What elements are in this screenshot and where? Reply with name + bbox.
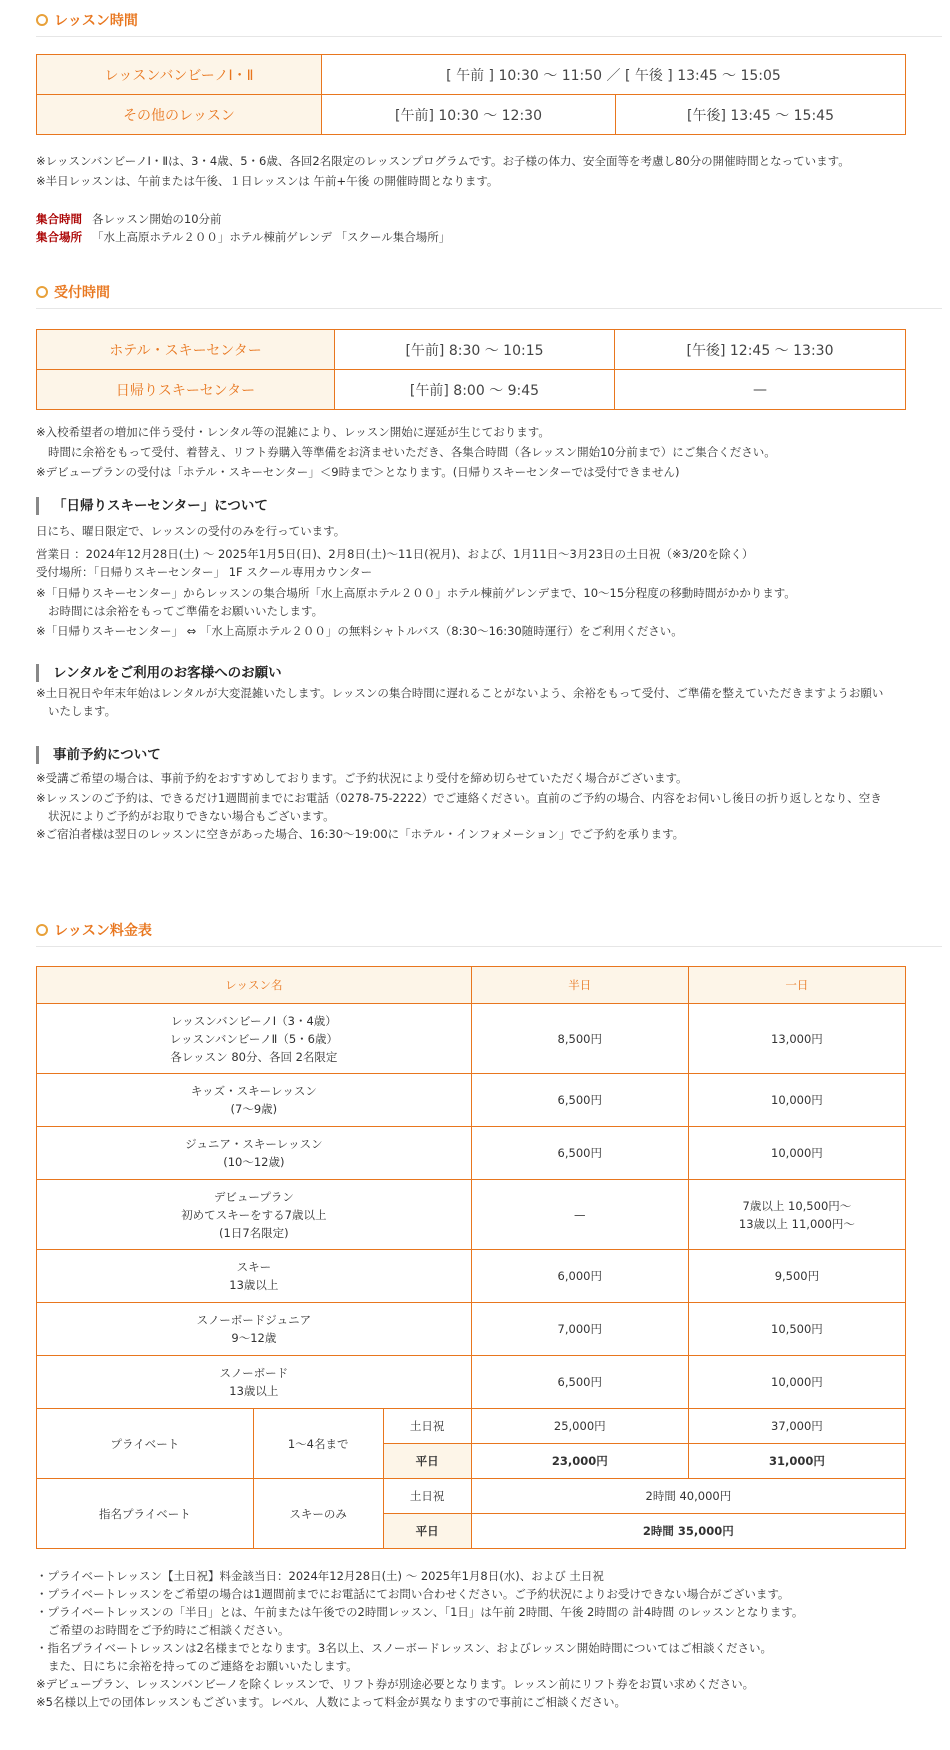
- note-line: ※半日レッスンは、午前または午後、１日レッスンは 午前+午後 の開催時間となります。: [36, 174, 499, 188]
- day-price: 10,000円: [688, 1074, 905, 1127]
- name-line: (1日7名限定): [219, 1225, 289, 1240]
- private-people: 1〜4名まで: [253, 1409, 383, 1479]
- gather-place-value: 「水上高原ホテル２００」ホテル棟前ゲレンデ 「スクール集合場所」: [92, 230, 451, 244]
- pm-time: [午後] 13:45 〜 15:45: [616, 95, 906, 135]
- note-line: ※受講ご希望の場合は、事前予約をおすすめしております。ご予約状況により受付を締め切らせていただく場合がございます。: [36, 771, 688, 785]
- note-line: ※5名様以上での団体レッスンもございます。レベル、人数によって料金が異なりますので事前にご相談ください。: [36, 1695, 626, 1709]
- named-price: 2時間 35,000円: [471, 1514, 905, 1549]
- name-line: スノーボード: [219, 1366, 289, 1380]
- day-price: 31,000円: [688, 1444, 905, 1479]
- reservation-section: [36, 746, 942, 844]
- reception-table: [36, 329, 906, 410]
- section-title: レッスン料金表: [54, 923, 152, 939]
- day-type: 平日: [383, 1514, 471, 1549]
- gather-place-label: 集合場所: [36, 230, 82, 244]
- table-row: [37, 1409, 906, 1444]
- day-type: 土日祝: [383, 1409, 471, 1444]
- am-time: [午前] 10:30 〜 12:30: [322, 95, 616, 135]
- day-type: 土日祝: [383, 1479, 471, 1514]
- row-value: [ 午前 ] 10:30 〜 11:50 ／ [ 午後 ] 13:45 〜 15:05: [322, 55, 906, 95]
- name-line: レッスンバンビーノⅠ（3・4歳）: [170, 1013, 337, 1028]
- pm-time: —: [615, 370, 906, 410]
- note-line: ・指名プライベートレッスンは2名様までとなります。3名以上、スノーボードレッスン、およびレッスン開始時間についてはご相談ください。: [36, 1641, 773, 1655]
- name-line: 各レッスン 80分、各回 2名限定: [170, 1049, 338, 1064]
- note-line: ※レッスンバンビーノⅠ・Ⅱは、3・4歳、5・6歳、各回2名限定のレッスンプログラムです。お子様の体力、安全面等を考慮し80分の開催時間となっています。: [36, 154, 850, 168]
- half-price: 6,500円: [471, 1127, 688, 1180]
- name-line: キッズ・スキーレッスン: [190, 1084, 317, 1098]
- gather-place: [36, 229, 942, 245]
- table-row: [37, 1074, 906, 1127]
- name-line: (10〜12歳): [223, 1155, 285, 1169]
- lesson-name: [37, 1180, 472, 1250]
- note-line: ・プライベートレッスン【土日祝】料金該当日：2024年12月28日(土) 〜 2025年1月8日(水)、および 土日祝: [36, 1569, 604, 1583]
- day-price: 7歳以上 10,500円〜 13歳以上 11,000円〜: [688, 1180, 905, 1250]
- reception-notes: [36, 422, 942, 482]
- private-name: プライベート: [37, 1409, 254, 1479]
- name-line: 初めてスキーをする7歳以上: [181, 1207, 327, 1222]
- reservation-notes: [36, 768, 942, 844]
- named-price: 2時間 40,000円: [471, 1479, 905, 1514]
- fee-table: [36, 966, 906, 1549]
- lesson-name: [37, 1303, 472, 1356]
- rental-section: [36, 664, 942, 720]
- note-line: ※「日帰りスキーセンター」 ⇔ 「水上高原ホテル２００」の無料シャトルバス（8:30〜16:30随時運行）をご利用ください。: [36, 624, 683, 638]
- lesson-name: [37, 1356, 472, 1409]
- name-line: 9〜12歳: [231, 1331, 277, 1345]
- gather-time-value: 各レッスン開始の10分前: [92, 212, 222, 226]
- lesson-name: [37, 1004, 472, 1074]
- daytrip-notes: [36, 521, 942, 641]
- am-time: [午前] 8:00 〜 9:45: [335, 370, 615, 410]
- rental-notes: [36, 684, 942, 720]
- note-line: ※デビュープラン、レッスンバンビーノを除くレッスンで、リフト券が別途必要となります。レッスン前にリフト券をお買い求めください。: [36, 1677, 755, 1691]
- note-line: ※デビュープランの受付は「ホテル・スキーセンター」＜9時まで＞となります。(日帰りスキーセンターでは受付できません): [36, 465, 680, 479]
- gather-time-label: 集合時間: [36, 212, 82, 226]
- name-line: スキー: [236, 1260, 272, 1274]
- named-private-people: スキーのみ: [253, 1479, 383, 1549]
- lesson-name: [37, 1250, 472, 1303]
- circle-bullet-icon: [36, 924, 48, 936]
- note-line: 営業日 ：2024年12月28日(土) 〜 2025年1月5日(日)、2月8日(土)〜11日(祝月)、および、1月11日〜3月23日の土日祝（※3/20を除く）: [36, 547, 754, 561]
- table-row: [37, 1250, 906, 1303]
- lesson-notes: [36, 151, 942, 245]
- reception-section: [36, 282, 942, 482]
- name-line: 13歳以上: [229, 1384, 279, 1398]
- lesson-time-table: [36, 54, 906, 135]
- header-half: 半日: [471, 967, 688, 1004]
- circle-bullet-icon: [36, 14, 48, 26]
- lesson-name: [37, 1074, 472, 1127]
- section-title: レッスン時間: [54, 13, 138, 29]
- day-price: 10,000円: [688, 1356, 905, 1409]
- table-row: [37, 1356, 906, 1409]
- section-heading: [36, 282, 942, 309]
- name-line: (7〜9歳): [230, 1102, 278, 1116]
- lesson-name: [37, 1127, 472, 1180]
- day-type: 平日: [383, 1444, 471, 1479]
- table-row: [37, 1127, 906, 1180]
- day-price: 13,000円: [688, 1004, 905, 1074]
- row-label: レッスンバンビーノⅠ・Ⅱ: [37, 55, 322, 95]
- day-price: 10,500円: [688, 1303, 905, 1356]
- fee-section: [36, 920, 942, 1711]
- section-title: 受付時間: [54, 285, 110, 301]
- lesson-time-section: [36, 10, 942, 245]
- pm-time: [午後] 12:45 〜 13:30: [615, 330, 906, 370]
- half-price: 25,000円: [471, 1409, 688, 1444]
- note-line: ※レッスンのご予約は、できるだけ1週間前までにお電話（0278-75-2222）でご連絡ください。直前のご予約の場合、内容をお伺いし後日の折り返しとなり、空き: [36, 791, 882, 805]
- table-row: [37, 1303, 906, 1356]
- name-line: デビュープラン: [213, 1189, 294, 1204]
- note-line: ※ご宿泊者様は翌日のレッスンに空きがあった場合、16:30〜19:00に「ホテル・インフォメーション」でご予約を承ります。: [36, 827, 685, 841]
- note-line: ※「日帰りスキーセンター」からレッスンの集合場所「水上高原ホテル２００」ホテル棟前ゲレンデまで、10〜15分程度の移動時間がかかります。: [36, 586, 796, 600]
- note-line: ご希望のお時間をご予約時にご相談ください。: [48, 1623, 290, 1637]
- half-price: —: [471, 1180, 688, 1250]
- note-line: ・プライベートレッスンをご希望の場合は1週間前までにお電話にてお問い合わせください。ご予約状況によりお受けできない場合がございます。: [36, 1587, 790, 1601]
- table-row: [37, 1004, 906, 1074]
- half-price: 7,000円: [471, 1303, 688, 1356]
- half-price: 6,000円: [471, 1250, 688, 1303]
- daytrip-section: [36, 497, 942, 641]
- named-private-name: 指名プライベート: [37, 1479, 254, 1549]
- note-line: また、日にちに余裕を持ってのご連絡をお願いいたします。: [48, 1659, 358, 1673]
- day-price: 10,000円: [688, 1127, 905, 1180]
- circle-bullet-icon: [36, 286, 48, 298]
- note-line: いたします。: [48, 704, 117, 718]
- table-row: [37, 1479, 906, 1514]
- subsection-title: レンタルをご利用のお客様へのお願い: [36, 664, 942, 682]
- section-heading: [36, 10, 942, 37]
- half-price: 6,500円: [471, 1356, 688, 1409]
- header-name: レッスン名: [37, 967, 472, 1004]
- name-line: 13歳以上: [229, 1278, 279, 1292]
- name-line: ジュニア・スキーレッスン: [185, 1137, 323, 1151]
- day-price: 37,000円: [688, 1409, 905, 1444]
- note-line: 状況によりご予約がお取りできない場合もございます。: [48, 809, 335, 823]
- subsection-title: 「日帰りスキーセンター」について: [36, 497, 942, 515]
- section-heading: [36, 920, 942, 947]
- am-time: [午前] 8:30 〜 10:15: [335, 330, 615, 370]
- note-line: ・プライベートレッスンの「半日」とは、午前または午後での2時間レッスン、「1日」は午前 2時間、午後 2時間の 計4時間 のレッスンとなります。: [36, 1605, 804, 1619]
- note-line: ※土日祝日や年末年始はレンタルが大変混雑いたします。レッスンの集合時間に遅れることがないよう、余裕をもって受付、ご準備を整えていただきますようお願い: [36, 686, 884, 700]
- fee-notes: [36, 1567, 942, 1711]
- note-line: お時間には余裕をもってご準備をお願いいたします。: [48, 604, 324, 618]
- row-label: 日帰りスキーセンター: [37, 370, 335, 410]
- note-line: ※入校希望者の増加に伴う受付・レンタル等の混雑により、レッスン開始に遅延が生じております。: [36, 425, 550, 439]
- half-price: 8,500円: [471, 1004, 688, 1074]
- gather-time: [36, 209, 942, 229]
- name-line: スノーボードジュニア: [196, 1313, 312, 1327]
- row-label: ホテル・スキーセンター: [37, 330, 335, 370]
- note-line: 受付場所：「日帰りスキーセンター」 1F スクール専用カウンター: [36, 565, 373, 579]
- table-row: [37, 1180, 906, 1250]
- name-line: レッスンバンビーノⅡ（5・6歳）: [169, 1031, 338, 1046]
- half-price: 6,500円: [471, 1074, 688, 1127]
- note-line: 時間に余裕をもって受付、着替え、リフト券購入等準備をお済ませいただき、各集合時間（各レッスン開始10分前まで）にご集合ください。: [48, 445, 776, 459]
- header-day: 一日: [688, 967, 905, 1004]
- row-label: その他のレッスン: [37, 95, 322, 135]
- half-price: 23,000円: [471, 1444, 688, 1479]
- day-price: 9,500円: [688, 1250, 905, 1303]
- note-line: 日にち、曜日限定で、レッスンの受付のみを行っています。: [36, 524, 346, 538]
- subsection-title: 事前予約について: [36, 746, 942, 764]
